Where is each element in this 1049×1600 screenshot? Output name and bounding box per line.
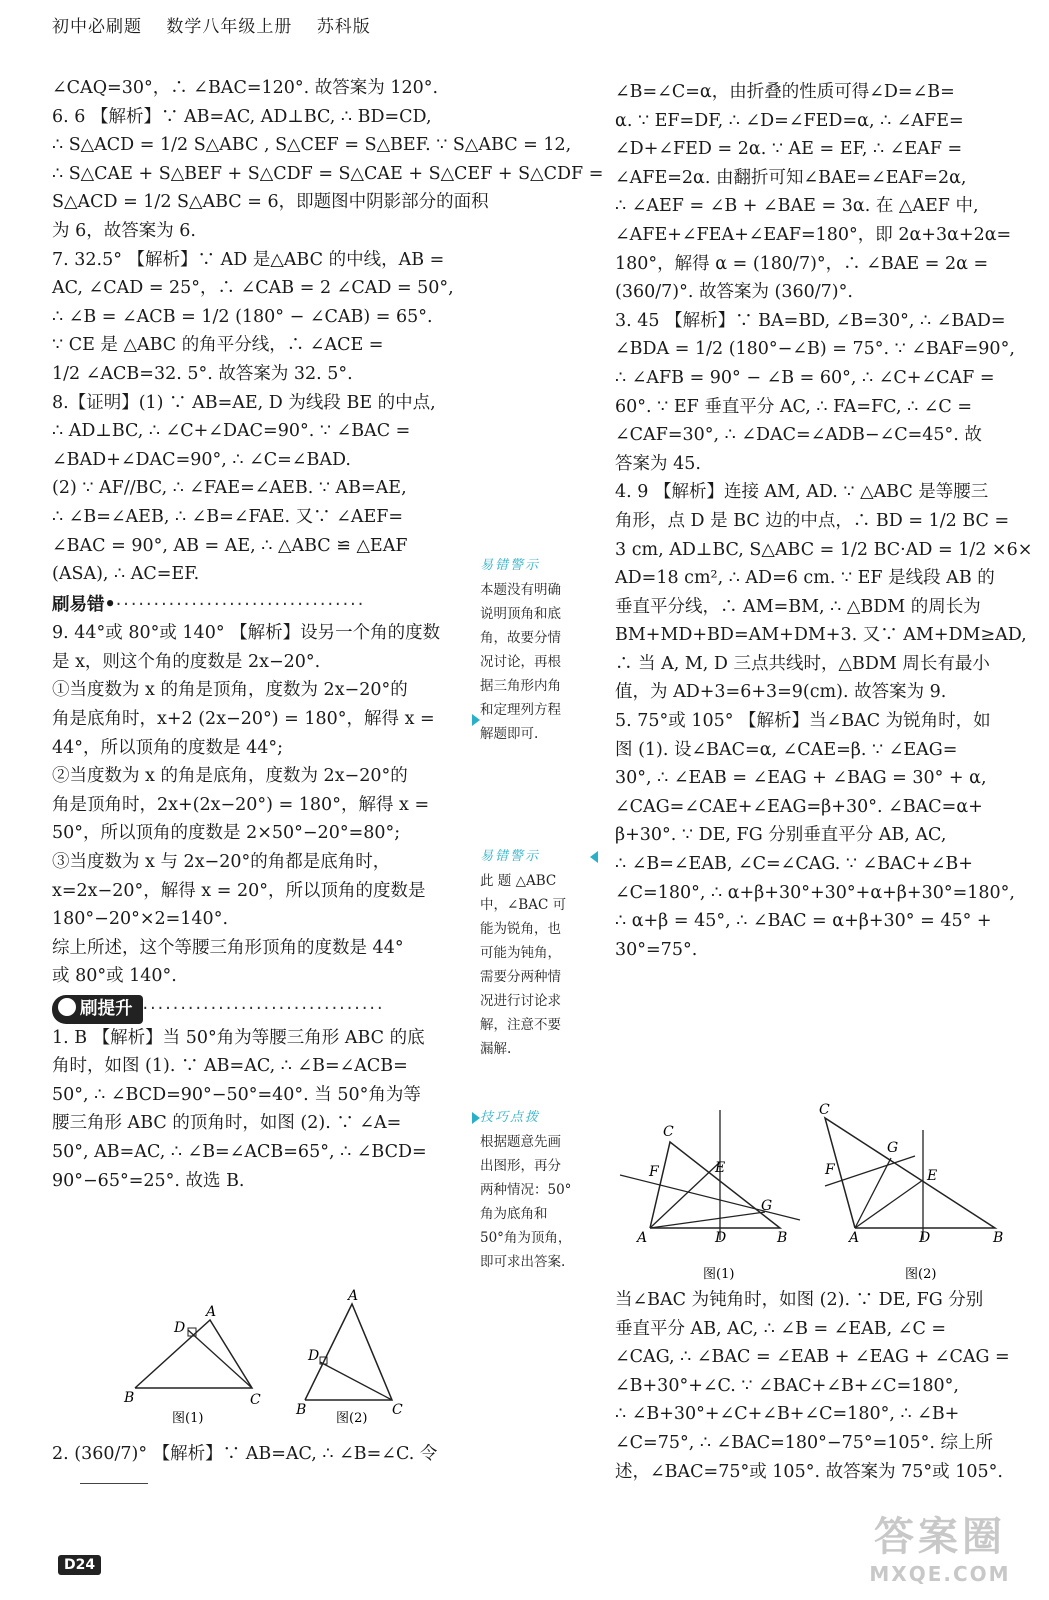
text-line: BM+MD+BD=AM+DM+3. 又∵ AM+DM≥AD, — [615, 625, 1027, 646]
text-line: 角时，如图 (1). ∵ AB=AC, ∴ ∠B=∠ACB= — [52, 1056, 408, 1077]
text-line: ∠CAG=∠CAE+∠EAG=β+30°. ∠BAC=α+ — [615, 796, 983, 817]
svg-text:A: A — [348, 1288, 359, 1304]
subject-title: 数学八年级上册 — [166, 17, 293, 37]
svg-text:E: E — [715, 1160, 726, 1176]
svg-text:A: A — [206, 1304, 217, 1320]
svg-text:F: F — [825, 1162, 835, 1178]
text-line: AD=18 cm², ∴ AD=6 cm. ∵ EF 是线段 AB 的 — [615, 568, 995, 589]
text-line: 综上所述，这个等腰三角形顶角的度数是 44° — [52, 937, 404, 958]
text-line: (ASA), ∴ AC=EF. — [52, 564, 200, 585]
svg-text:E: E — [927, 1168, 938, 1184]
text-line: 50°, AB=AC, ∴ ∠B=∠ACB=65°, ∴ ∠BCD= — [52, 1141, 427, 1162]
side-note-3: 技巧点拨 根据题意先画 出图形，再分 两种情况：50° 角为底角和 50°角为顶角， 即可求出答案. — [480, 1110, 572, 1270]
text-line: x=2x−20°，解得 x = 20°，所以顶角的度数是 — [52, 880, 426, 901]
text-line: ∴ S△ACD = 1/2 S△ABC , S△CEF = S△BEF. ∵ S△ABC = 12, — [52, 135, 572, 156]
text-line: 60°. ∵ EF 垂直平分 AC, ∴ FA=FC, ∴ ∠C = — [615, 396, 973, 417]
page-header — [52, 12, 389, 37]
svg-text:D: D — [308, 1348, 320, 1364]
right-main-text — [615, 78, 1033, 964]
text-line: ∵ CE 是 △ABC 的角平分线，∴ ∠ACE = — [52, 335, 384, 356]
text-line: 垂直平分线，∴ AM=BM, ∴ △BDM 的周长为 — [615, 596, 981, 617]
text-line: ∴ ∠B=∠EAB, ∠C=∠CAG. ∵ ∠BAC+∠B+ — [615, 854, 973, 875]
svg-text:G: G — [761, 1198, 773, 1214]
watermark: 答案圈 MXQE.COM — [869, 1514, 1011, 1586]
figure-q1 — [120, 1288, 440, 1430]
svg-text:D: D — [715, 1230, 727, 1246]
text-line: 是 x，则这个角的度数是 2x−20°. — [52, 651, 321, 672]
text-line: 1. B 【解析】当 50°角为等腰三角形 ABC 的底 — [52, 1027, 425, 1048]
page-number: D24 — [58, 1555, 101, 1575]
text-line: 腰三角形 ABC 的顶角时，如图 (2). ∵ ∠A= — [52, 1113, 402, 1134]
edition-label: 苏科版 — [316, 17, 371, 37]
figure-caption-q5-1: 图(1) — [703, 1267, 735, 1282]
svg-text:D: D — [919, 1230, 931, 1246]
text-line: 为 6，故答案为 6. — [52, 220, 196, 241]
text-line: ∴ 当 A, M, D 三点共线时，△BDM 周长有最小 — [615, 653, 990, 674]
svg-text:B: B — [296, 1402, 307, 1418]
pointer-icon — [472, 714, 480, 726]
text-line: 8.【证明】(1) ∵ AB=AE, D 为线段 BE 的中点, — [52, 392, 436, 413]
text-line: 180°，解得 α = (180/7)°，∴ ∠BAE = 2α = — [615, 253, 989, 274]
text-line: 垂直平分 AB, AC, ∴ ∠B = ∠EAB, ∠C = — [615, 1318, 947, 1339]
text-line: 4. 9 【解析】连接 AM, AD. ∵ △ABC 是等腰三 — [615, 482, 989, 503]
svg-text:C: C — [819, 1102, 830, 1118]
text-line: ∠C=75°, ∴ ∠BAC=180°−75°=105°. 综上所 — [615, 1432, 994, 1453]
text-line: 角是顶角时，2x+(2x−20°) = 180°，解得 x = — [52, 794, 430, 815]
question-9 — [52, 619, 470, 991]
text-line: 50°, ∴ ∠BCD=90°−50°=40°. 当 50°角为等 — [52, 1084, 421, 1105]
text-line: ①当度数为 x 的角是顶角，度数为 2x−20°的 — [52, 680, 408, 701]
text-line: 1/2 ∠ACB=32. 5°. 故答案为 32. 5°. — [52, 363, 353, 384]
figure-caption-2: 图(2) — [336, 1411, 368, 1426]
book-title: 初中必刷题 — [52, 17, 142, 37]
svg-text:F: F — [649, 1164, 659, 1180]
section-improve: 刷提升 ································ — [52, 995, 470, 1024]
text-line: 图 (1). 设∠BAC=α, ∠CAE=β. ∵ ∠EAG= — [615, 739, 958, 760]
text-line: 9. 44°或 80°或 140° 【解析】设另一个角的度数 — [52, 623, 441, 644]
right-column — [615, 78, 1033, 964]
svg-text:C: C — [663, 1124, 674, 1140]
text-line: (360/7)°. 故答案为 (360/7)°. — [615, 282, 853, 303]
svg-text:B: B — [777, 1230, 788, 1246]
left-main-text — [52, 74, 604, 589]
side-note-1: 易错警示 本题没有明确 说明顶角和底 角，故要分情 况讨论，再根 据三角形内角 和定理列方程 解题即可. — [480, 558, 561, 742]
svg-text:C: C — [392, 1402, 403, 1418]
text-line: 90°−65°=25°. 故选 B. — [52, 1170, 245, 1191]
text-line: ∠BAC = 90°, AB = AE, ∴ △ABC ≌ △EAF — [52, 535, 408, 556]
question-1 — [52, 1024, 470, 1196]
text-line: 值，为 AD+3=6+3=9(cm). 故答案为 9. — [615, 682, 947, 703]
text-line: 7. 32.5° 【解析】∵ AD 是△ABC 的中线，AB = — [52, 249, 445, 270]
text-line: ∴ ∠AEF = ∠B + ∠BAE = 3α. 在 △AEF 中, — [615, 196, 979, 217]
text-line: α. ∵ EF=DF, ∴ ∠D=∠FED=α, ∴ ∠AFE= — [615, 110, 964, 131]
text-line: 或 80°或 140°. — [52, 966, 177, 987]
text-line: 3 cm, AD⊥BC, S△ABC = 1/2 BC·AD = 1/2 ×6× — [615, 539, 1033, 560]
text-line: ∴ ∠AFB = 90° − ∠B = 60°, ∴ ∠C+∠CAF = — [615, 367, 995, 388]
svg-text:G: G — [887, 1140, 899, 1156]
svg-text:A: A — [849, 1230, 860, 1246]
text-line: ∴ ∠B+30°+∠C+∠B+∠C=180°, ∴ ∠B+ — [615, 1404, 960, 1425]
text-line: ∠CAF=30°, ∴ ∠DAC=∠ADB−∠C=45°. 故 — [615, 425, 982, 446]
text-line: 180°−20°×2=140°. — [52, 909, 229, 930]
text-line: 30°, ∴ ∠EAB = ∠EAG + ∠BAG = 30° + α, — [615, 768, 987, 789]
text-line: ∠CAQ=30°，∴ ∠BAC=120°. 故答案为 120°. — [52, 78, 439, 98]
text-line: ∠BDA = 1/2 (180°−∠B) = 75°. ∵ ∠BAF=90°, — [615, 339, 1015, 360]
text-line: ∴ α+β = 45°, ∴ ∠BAC = α+β+30° = 45° + — [615, 911, 992, 932]
text-line: (2) ∵ AF//BC, ∴ ∠FAE=∠AEB. ∵ AB=AE, — [52, 478, 407, 499]
text-line: AC, ∠CAD = 25°，∴ ∠CAB = 2 ∠CAD = 50°, — [52, 278, 454, 299]
svg-text:D: D — [174, 1320, 186, 1336]
figure-caption-q5-2: 图(2) — [905, 1267, 937, 1282]
text-line: 5. 75°或 105° 【解析】当∠BAC 为锐角时，如 — [615, 711, 991, 732]
figure-caption-1: 图(1) — [172, 1411, 204, 1426]
pen-icon — [58, 998, 76, 1016]
text-line: 答案为 45. — [615, 453, 701, 474]
text-line: 角是底角时，x+2 (2x−20°) = 180°，解得 x = — [52, 709, 435, 730]
pointer-icon — [472, 1112, 480, 1124]
section-easy-error: 刷易错•································· — [52, 594, 366, 615]
text-line: β+30°. ∵ DE, FG 分别垂直平分 AB, AC, — [615, 825, 947, 846]
svg-text:C: C — [250, 1392, 261, 1408]
text-line: 述，∠BAC=75°或 105°. 故答案为 75°或 105°. — [615, 1461, 1003, 1482]
text-line: ∠B=∠C=α，由折叠的性质可得∠D=∠B= — [615, 82, 955, 102]
text-line: ∴ ∠B=∠AEB, ∴ ∠B=∠FAE. 又∵ ∠AEF= — [52, 506, 404, 527]
text-line: S△ACD = 1/2 S△ABC = 6，即题图中阴影部分的面积 — [52, 192, 489, 213]
text-line: ∠D+∠FED = 2α. ∵ AE = EF, ∴ ∠EAF = — [615, 139, 963, 160]
svg-text:A: A — [637, 1230, 648, 1246]
answer-underline — [80, 1483, 148, 1484]
text-line: ∠AFE=2α. 由翻折可知∠BAE=∠EAF=2α, — [615, 167, 967, 188]
text-line: 当∠BAC 为钝角时，如图 (2). ∵ DE, FG 分别 — [615, 1290, 984, 1310]
svg-text:B: B — [124, 1390, 135, 1406]
text-line: ∠CAG, ∴ ∠BAC = ∠EAB + ∠EAG + ∠CAG = — [615, 1347, 1010, 1368]
question-2: 2. (360/7)° 【解析】∵ AB=AC, ∴ ∠B=∠C. 令 — [52, 1444, 438, 1464]
text-line: ②当度数为 x 的角是底角，度数为 2x−20°的 — [52, 766, 408, 787]
text-line: ③当度数为 x 与 2x−20°的角都是底角时， — [52, 852, 391, 873]
text-line: ∴ S△CAE + S△BEF + S△CDF = S△CAE + S△CEF + S△CDF = — [52, 163, 604, 184]
figure-q5 — [615, 1100, 1015, 1280]
text-line: 6. 6 【解析】∵ AB=AC, AD⊥BC, ∴ BD=CD, — [52, 106, 432, 127]
text-line: ∠B+30°+∠C. ∵ ∠BAC+∠B+∠C=180°, — [615, 1375, 959, 1396]
text-line: ∠BAD+∠DAC=90°, ∴ ∠C=∠BAD. — [52, 449, 351, 470]
text-line: 50°，所以顶角的度数是 2×50°−20°=80°; — [52, 823, 401, 844]
text-line: ∠C=180°, ∴ α+β+30°+30°+α+β+30°=180°, — [615, 882, 1015, 903]
side-note-2: 易错警示 此 题 △ABC 中，∠BAC 可 能为锐角，也 可能为钝角， 需要分两种情 况进行讨论求 解，注意不要 漏解. — [480, 849, 567, 1057]
svg-text:B: B — [993, 1230, 1004, 1246]
right-bottom-text — [615, 1286, 1010, 1486]
text-line: 角形，点 D 是 BC 边的中点，∴ BD = 1/2 BC = — [615, 510, 1010, 531]
text-line: 30°=75°. — [615, 939, 698, 960]
text-line: ∠AFE+∠FEA+∠EAF=180°，即 2α+3α+2α= — [615, 224, 1012, 245]
text-line: ∴ AD⊥BC, ∴ ∠C+∠DAC=90°. ∵ ∠BAC = — [52, 421, 411, 442]
text-line: ∴ ∠B = ∠ACB = 1/2 (180° − ∠CAB) = 65°. — [52, 306, 433, 327]
pointer-icon — [590, 851, 598, 863]
text-line: 44°，所以顶角的度数是 44°; — [52, 737, 283, 758]
text-line: 3. 45 【解析】∵ BA=BD, ∠B=30°, ∴ ∠BAD= — [615, 310, 1006, 331]
